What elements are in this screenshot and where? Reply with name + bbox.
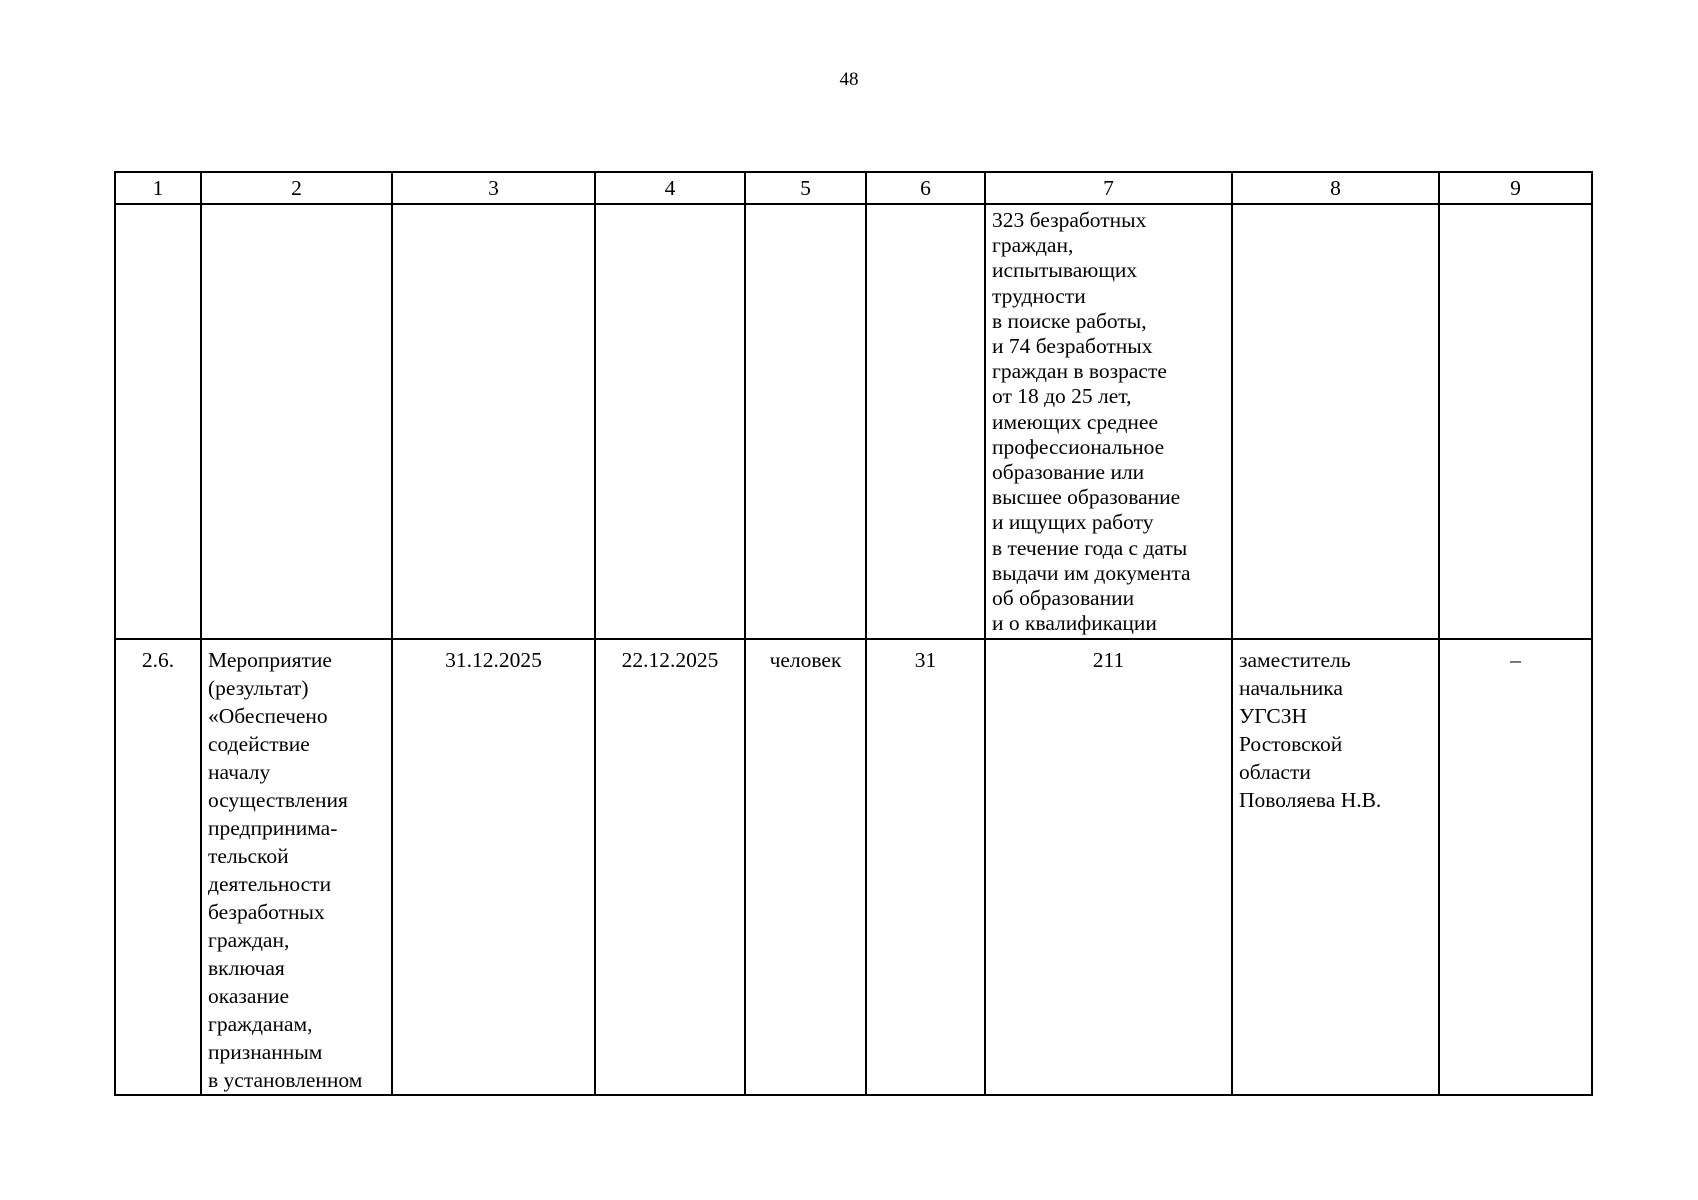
continuation-cell-5 — [745, 204, 866, 639]
continuation-cell-1 — [115, 204, 201, 639]
item-description: Мероприятие (результат) «Обеспечено содействие началу осуществления предпринима- тельской деятельности безработных граждан, включая оказание гражданам, признанным в установленном — [208, 648, 363, 1092]
continuation-cell-9 — [1439, 204, 1592, 639]
continuation-cell-8 — [1232, 204, 1439, 639]
column-header-7: 7 — [985, 172, 1232, 204]
date-actual-cell — [595, 639, 745, 1095]
column-header-9: 9 — [1439, 172, 1592, 204]
item-description-cell — [201, 639, 392, 1095]
unit: человек — [769, 648, 842, 672]
column-header-6: 6 — [866, 172, 985, 204]
note-cell — [1439, 639, 1592, 1095]
continuation-cell-4 — [595, 204, 745, 639]
value-plan: 31 — [914, 648, 937, 672]
column-number-header-row — [115, 172, 1592, 204]
continuation-row — [115, 204, 1592, 639]
responsible-person: заместитель начальника УГСЗН Ростовской области Поволяева Н.В. — [1239, 648, 1382, 812]
unit-cell — [745, 639, 866, 1095]
item-number: 2.6. — [141, 648, 175, 672]
table-row — [115, 639, 1592, 1095]
continuation-result-text: 323 безработных граждан, испытывающих трудности в поиске работы, и 74 безработных граждан в возрасте от 18 до 25 лет, имеющих среднее профессиональное образование или высшее образование и ищущих работу в течение года с даты выдачи им документа об образовании и о квалификации — [992, 208, 1191, 636]
continuation-cell-3 — [392, 204, 595, 639]
column-header-1: 1 — [115, 172, 201, 204]
value-fact-cell — [985, 639, 1232, 1095]
date-actual: 22.12.2025 — [621, 648, 719, 672]
date-planned: 31.12.2025 — [445, 648, 542, 672]
value-plan-cell — [866, 639, 985, 1095]
note: – — [1510, 648, 1521, 672]
page-number: 48 — [839, 69, 859, 90]
date-planned-cell — [392, 639, 595, 1095]
column-header-8: 8 — [1232, 172, 1439, 204]
continuation-cell-6 — [866, 204, 985, 639]
column-header-5: 5 — [745, 172, 866, 204]
report-table — [114, 171, 1593, 1096]
continuation-cell-7 — [985, 204, 1232, 639]
value-fact: 211 — [1092, 648, 1125, 672]
responsible-cell — [1232, 639, 1439, 1095]
continuation-cell-2 — [201, 204, 392, 639]
item-number-cell — [115, 639, 201, 1095]
column-header-2: 2 — [201, 172, 392, 204]
column-header-4: 4 — [595, 172, 745, 204]
column-header-3: 3 — [392, 172, 595, 204]
